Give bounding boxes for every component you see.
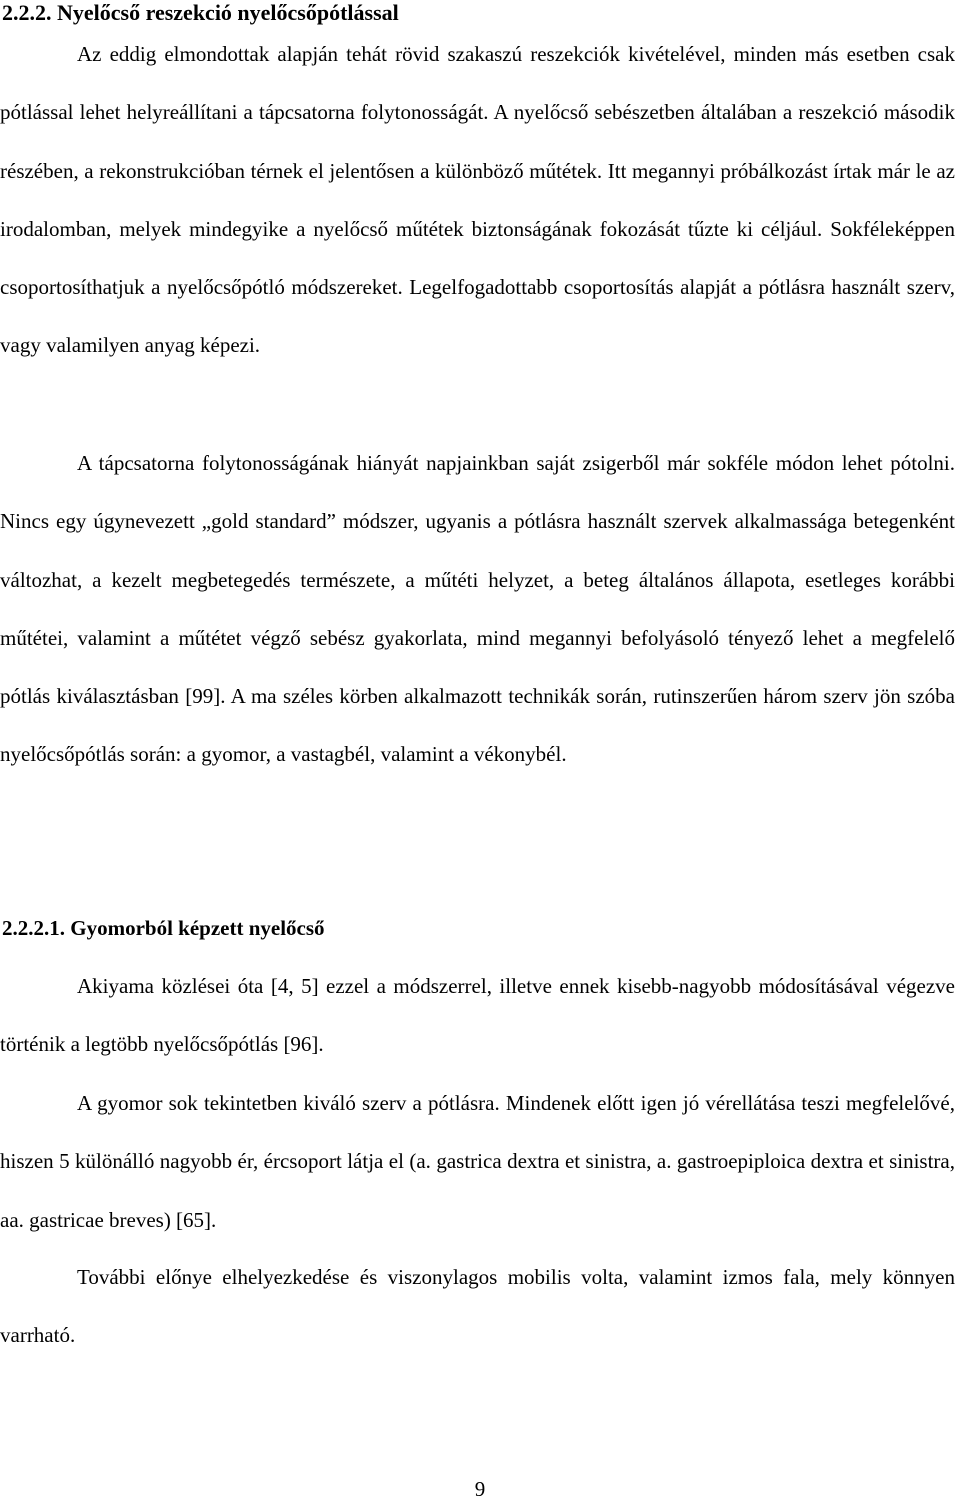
paragraph-stomach-advantages: További előnye elhelyezkedése és viszonylagos mobilis volta, valamint izmos fala, mely könnyen varrható. xyxy=(0,1265,955,1348)
section-heading: 2.2.2. Nyelőcső reszekció nyelőcsőpótlással xyxy=(2,0,399,25)
paragraph-akiyama: Akiyama közlései óta [4, 5] ezzel a módszerrel, illetve ennek kisebb-nagyobb módosításával végezve történik a legtöbb nyelőcsőpótlás [96]. xyxy=(0,974,955,1057)
paragraph-stomach-blood-supply: A gyomor sok tekintetben kiváló szerv a pótlásra. Mindenek előtt igen jó vérellátása teszi megfelelővé, hiszen 5 különálló nagyobb ér, ércsoport látja el (a. gastrica dextra et sinistra, a. gastroepiploica dextra et sinistra, aa. gastricae breves) [65]. xyxy=(0,1091,955,1232)
paragraph-gold-standard: A tápcsatorna folytonosságának hiányát napjainkban saját zsigerből már sokféle módon lehet pótolni. Nincs egy úgynevezett „gold standard” módszer, ugyanis a pótlásra használt szervek alkalmassága betegenként változhat, a kezelt megbetegedés természete, a műtéti helyzet, a beteg általános állapota, esetleges korábbi műtétei, valamint a műtétet végző sebész gyakorlata, mind megannyi befolyásoló tényező lehet a megfelelő pótlás kiválasztásban [99]. A ma széles körben alkalmazott technikák során, rutinszerűen három szerv jön szóba nyelőcsőpótlás során: a gyomor, a vastagbél, valamint a vékonybél. xyxy=(0,451,955,767)
subsection-heading: 2.2.2.1. Gyomorból képzett nyelőcső xyxy=(2,916,325,940)
page-number: 9 xyxy=(474,1477,486,1501)
paragraph-reconstruction-overview: Az eddig elmondottak alapján tehát rövid szakaszú reszekciók kivételével, minden más esetben csak pótlással lehet helyreállítani a tápcsatorna folytonosságát. A nyelőcső sebészetben általában a reszekció második részében, a rekonstrukcióban térnek el jelentősen a különböző műtétek. Itt megannyi próbálkozást írtak már le az irodalomban, melyek mindegyike a nyelőcső műtétek biztonságának fokozását tűzte ki céljául. Sokféleképpen csoportosíthatjuk a nyelőcsőpótló módszereket. Legelfogadottabb csoportosítás alapját a pótlásra használt szerv, vagy valamilyen anyag képezi. xyxy=(0,42,955,358)
